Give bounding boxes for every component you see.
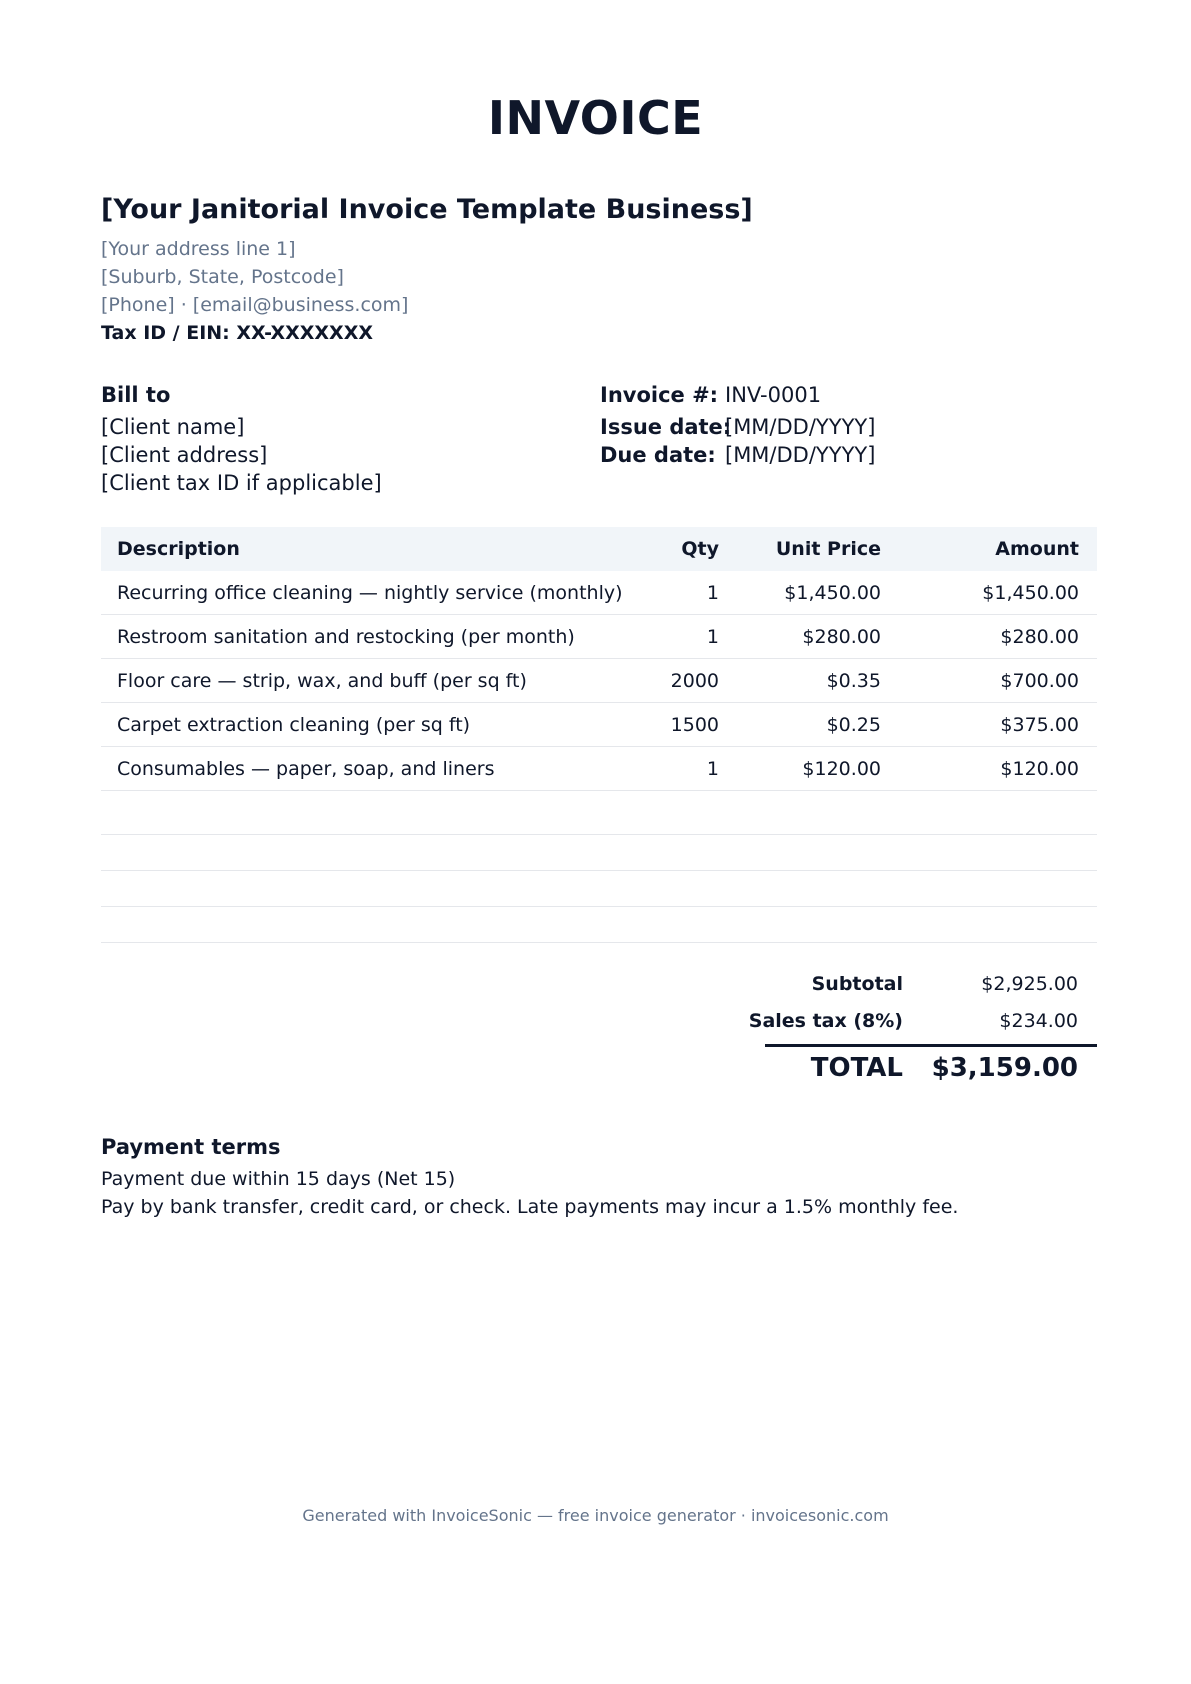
sales-tax-value: $234.00 [999,1010,1078,1032]
subtotal-label: Subtotal [811,973,903,995]
header-unit-price: Unit Price [737,527,899,571]
item-qty: 2000 [641,659,737,703]
table-row [101,615,1097,659]
item-description: Recurring office cleaning — nightly service (monthly) [101,571,641,615]
invoice-title: INVOICE [487,91,704,145]
header-amount: Amount [899,527,1097,571]
issue-date: [MM/DD/YYYY] [725,415,876,439]
business-name: [Your Janitorial Invoice Template Business] [101,194,753,225]
item-amount: $1,450.00 [899,571,1097,615]
item-amount: $375.00 [899,703,1097,747]
business-contact: [Phone] · [email@business.com] [101,294,409,316]
item-description: Floor care — strip, wax, and buff (per sq ft) [101,659,641,703]
client-name: [Client name] [101,415,245,439]
item-description: Carpet extraction cleaning (per sq ft) [101,703,641,747]
item-description: Restroom sanitation and restocking (per month) [101,615,641,659]
item-unit-price: $0.35 [737,659,899,703]
table-row [101,703,1097,747]
item-qty: 1 [641,747,737,791]
invoice-number: INV-0001 [725,383,822,407]
header-qty: Qty [641,527,737,571]
empty-table-row [101,907,1097,943]
total-divider [765,1044,1097,1047]
item-description: Consumables — paper, soap, and liners [101,747,641,791]
item-unit-price: $120.00 [737,747,899,791]
footer-credit: Generated with InvoiceSonic — free invoice generator · invoicesonic.com [302,1506,889,1525]
item-amount: $120.00 [899,747,1097,791]
client-tax-id: [Client tax ID if applicable] [101,471,382,495]
table-row [101,747,1097,791]
table-header-row [101,527,1097,571]
total-value: $3,159.00 [931,1053,1078,1083]
business-address-line2: [Suburb, State, Postcode] [101,266,344,288]
table-row [101,571,1097,615]
item-unit-price: $280.00 [737,615,899,659]
total-label: TOTAL [810,1053,903,1083]
subtotal-value: $2,925.00 [981,973,1078,995]
item-qty: 1500 [641,703,737,747]
due-date: [MM/DD/YYYY] [725,443,876,467]
table-row [101,659,1097,703]
invoice-number-label: Invoice #: [600,383,719,407]
item-amount: $280.00 [899,615,1097,659]
item-amount: $700.00 [899,659,1097,703]
issue-date-label: Issue date: [600,415,732,439]
payment-terms-line1: Payment due within 15 days (Net 15) [101,1168,456,1190]
business-tax-id: Tax ID / EIN: XX-XXXXXXX [101,322,374,344]
line-items-table [101,527,1097,943]
client-address: [Client address] [101,443,268,467]
bill-to-heading: Bill to [101,383,171,407]
due-date-label: Due date: [600,443,716,467]
item-unit-price: $0.25 [737,703,899,747]
empty-table-row [101,835,1097,871]
item-unit-price: $1,450.00 [737,571,899,615]
item-qty: 1 [641,571,737,615]
payment-terms-heading: Payment terms [101,1135,281,1159]
header-description: Description [101,527,641,571]
empty-table-row [101,791,1097,835]
payment-terms-line2: Pay by bank transfer, credit card, or check. Late payments may incur a 1.5% monthly fee. [101,1196,959,1218]
business-address-line1: [Your address line 1] [101,238,296,260]
item-qty: 1 [641,615,737,659]
empty-table-row [101,871,1097,907]
sales-tax-label: Sales tax (8%) [748,1010,903,1032]
